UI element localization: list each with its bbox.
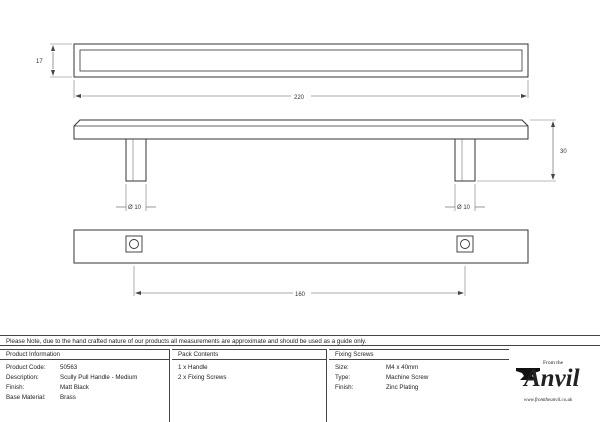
logo-brand: Anvil — [524, 365, 580, 392]
height-dimension-label: 17 — [36, 59, 43, 65]
leg-diameter-left-label: Ø 10 — [128, 205, 142, 211]
base-material-row — [0, 393, 169, 403]
screw-size-value: M4 x 40mm — [386, 364, 419, 371]
logo-url: www.fromtheanvil.co.uk — [524, 398, 573, 403]
finish-row — [0, 383, 169, 393]
projection-dimension-label: 30 — [560, 149, 567, 155]
screw-type-value: Machine Screw — [386, 374, 429, 381]
finish-key: Finish: — [6, 384, 25, 391]
screw-size-row — [329, 363, 509, 373]
fixing-screws-heading: Fixing Screws — [329, 349, 509, 360]
finish-value: Matt Black — [60, 384, 89, 391]
disclaimer-note: Please Note, due to the hand crafted nature of our products all measurements are approximate and should be used as a guide only. — [0, 335, 600, 346]
pack-contents-item: 2 x Fixing Screws — [178, 374, 227, 381]
screw-finish-row — [329, 383, 509, 393]
pack-contents-item: 1 x Handle — [178, 364, 208, 371]
description-key: Description: — [6, 374, 39, 381]
description-row — [0, 373, 169, 383]
base-material-key: Base Material: — [6, 394, 46, 401]
screw-type-row — [329, 373, 509, 383]
product-code-value: 50563 — [60, 364, 78, 371]
length-dimension-label: 220 — [294, 95, 305, 101]
product-information-panel — [0, 349, 170, 422]
fixing-screws-panel — [329, 349, 509, 422]
from-the-anvil-logo — [510, 358, 592, 416]
pack-contents-heading: Pack Contents — [172, 349, 326, 360]
product-information-heading: Product Information — [0, 349, 169, 360]
side-view — [74, 120, 556, 211]
screw-size-key: Size: — [335, 364, 349, 371]
bottom-view — [74, 230, 528, 296]
pack-contents-panel — [172, 349, 327, 422]
product-code-key: Product Code: — [6, 364, 46, 371]
screw-type-key: Type: — [335, 374, 351, 381]
screw-finish-value: Zinc Plating — [386, 384, 419, 391]
centres-dimension-label: 160 — [295, 292, 306, 298]
base-material-value: Brass — [60, 394, 76, 401]
top-view — [50, 44, 528, 98]
leg-diameter-right-label: Ø 10 — [457, 205, 471, 211]
screw-finish-key: Finish: — [335, 384, 354, 391]
product-code-row — [0, 363, 169, 373]
logo-tagline: From the — [543, 360, 564, 366]
description-value: Scully Pull Handle - Medium — [60, 374, 138, 381]
